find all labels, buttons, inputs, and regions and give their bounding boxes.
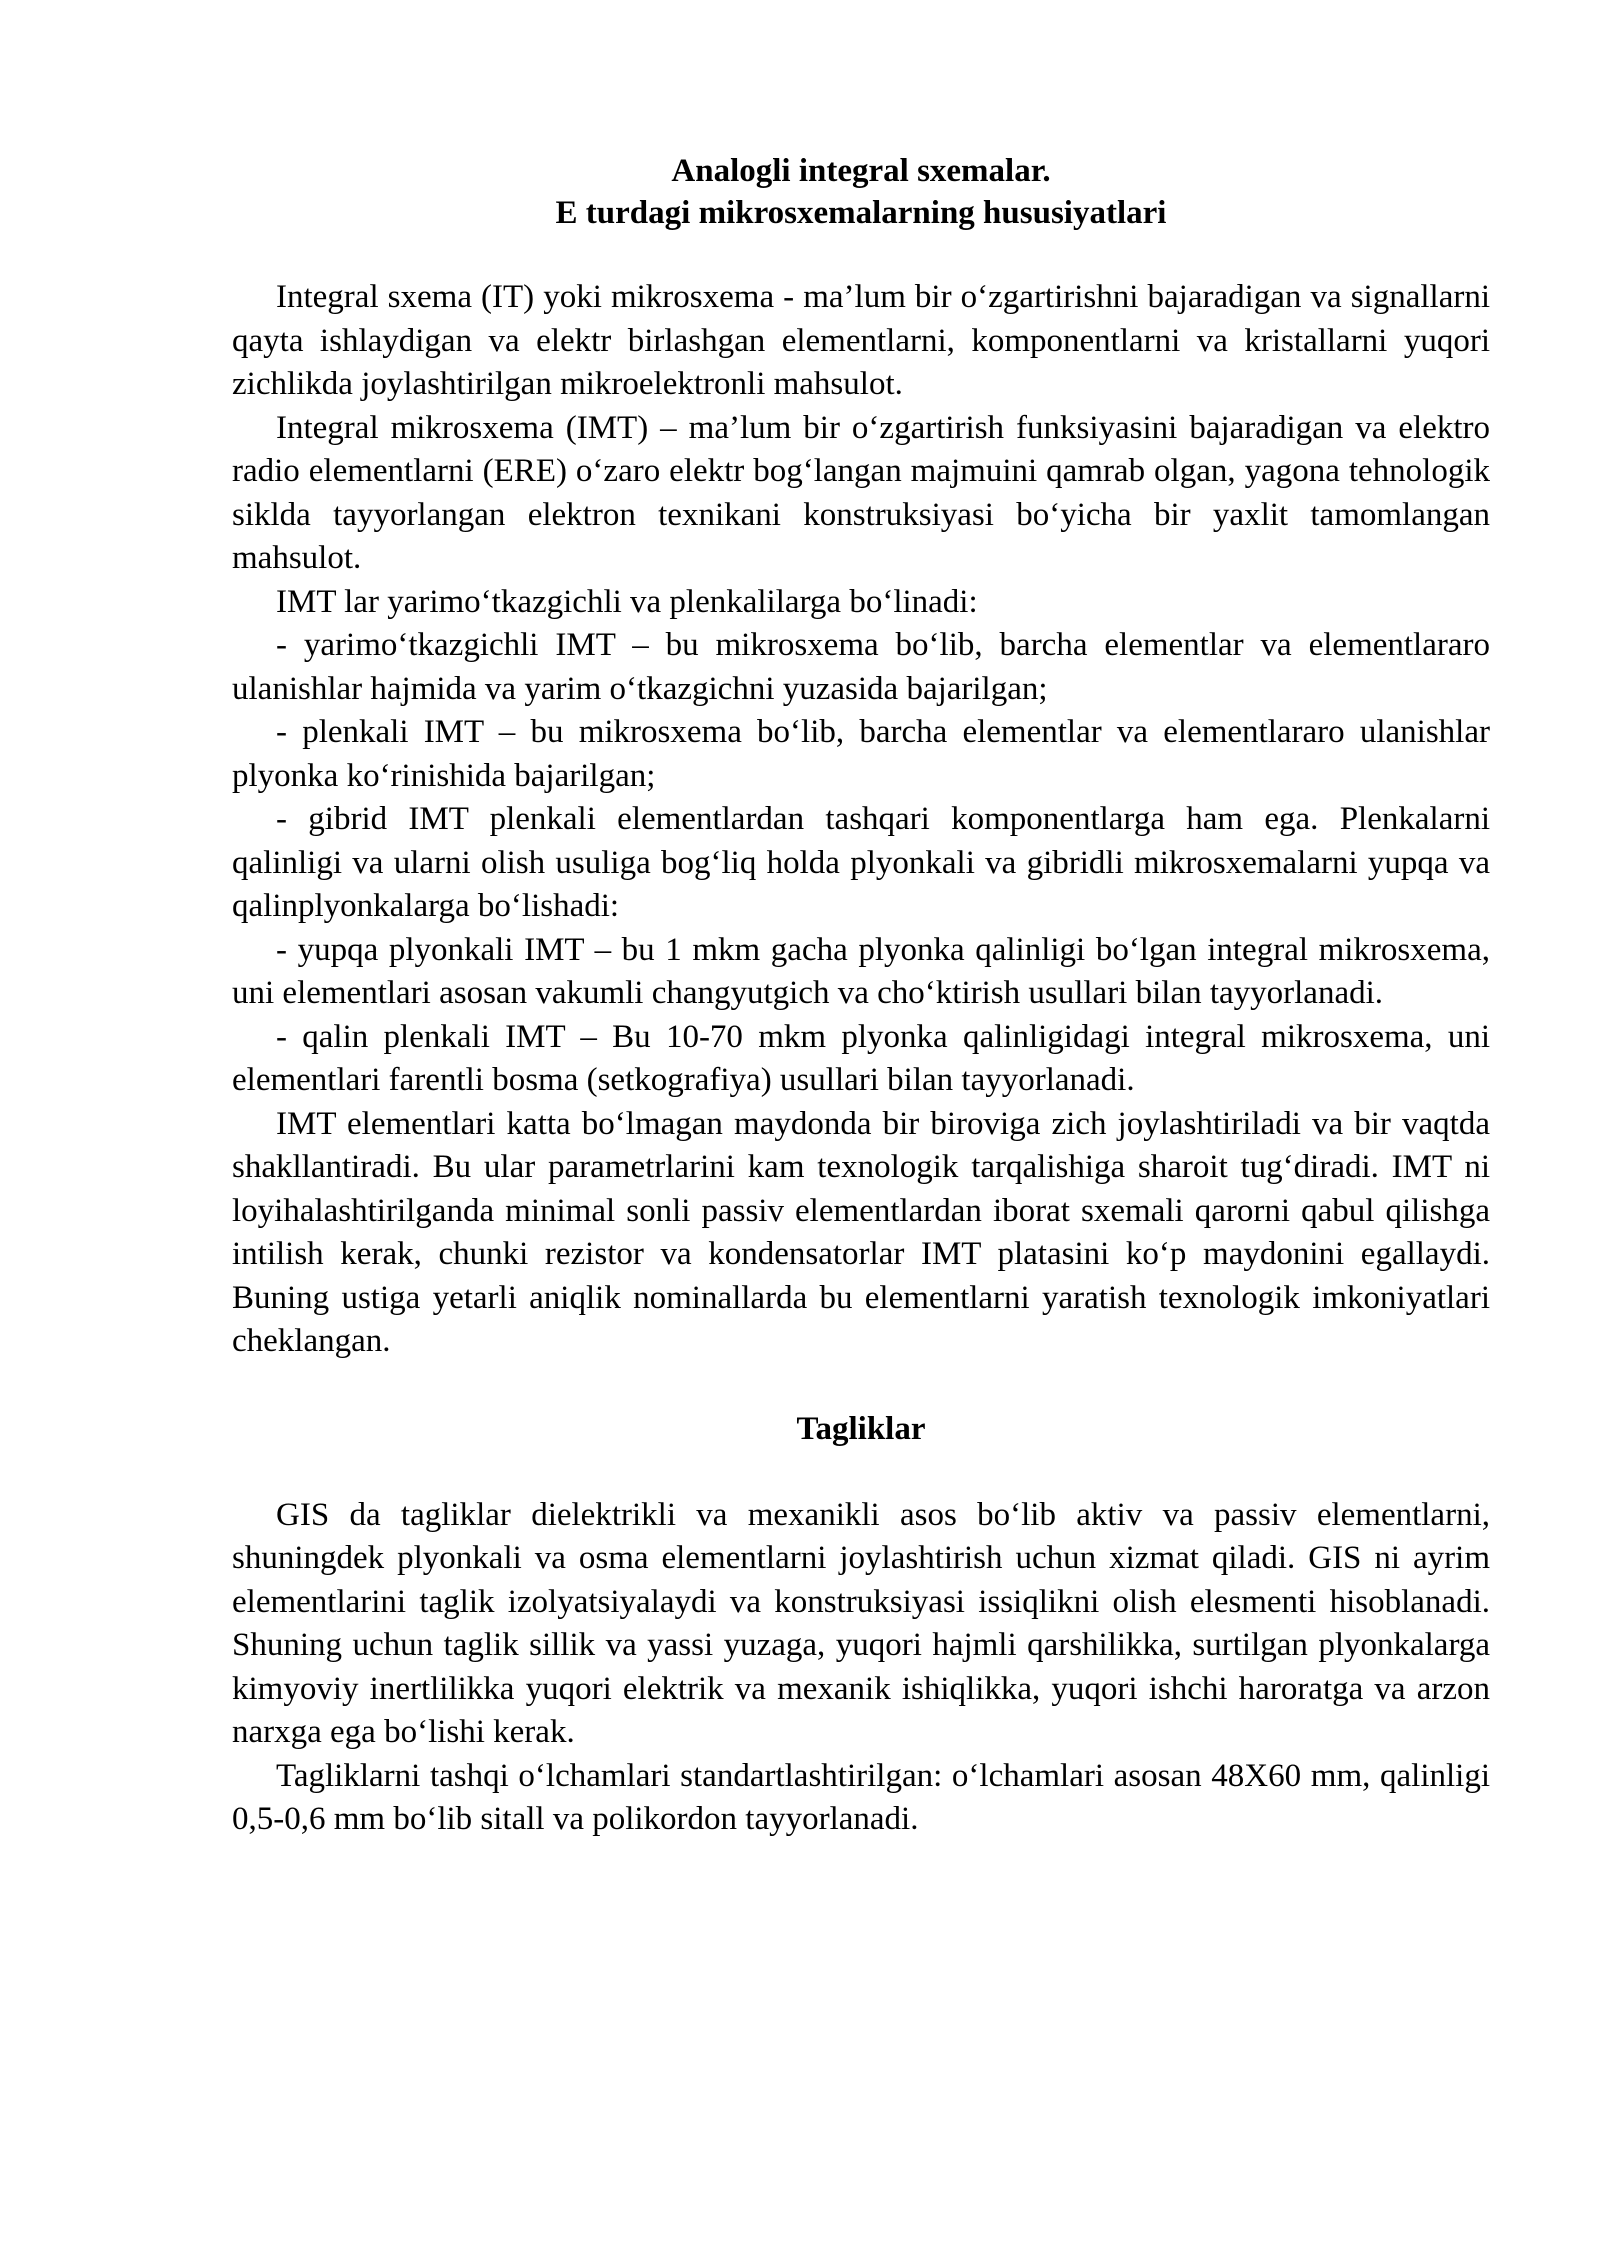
document-title: Analogli integral sxemalar. bbox=[671, 153, 1051, 189]
paragraph: Integral mikrosxema (IMT) – ma’lum bir o‘zgartirish funksiyasini bajaradigan va elektro radio elementlarni (ERE) o‘zaro elektr bog‘langan majmuini qamrab olgan, yagona tehnologik siklda tayyorlangan elektron texnikani konstruksiyasi bo‘yicha bir yaxlit tamomlangan mahsulot. bbox=[232, 409, 1490, 576]
paragraph: IMT elementlari katta bo‘lmagan maydonda bir biroviga zich joylashtiriladi va bir vaqtda shakllantiradi. Bu ular parametrlarini kam texnologik tarqalishiga sharoit tug‘diradi. IMT ni loyihalashtirilganda minimal sonli passiv elementlardan iborat sxemali qarorni qabul qilishga intilish kerak, chunki rezistor va kondensatorlar IMT platasini ko‘p maydonini egallaydi. Buning ustiga yetarli aniqlik nominallarda bu elementlarni yaratish texnologik imkoniyatlari cheklangan. bbox=[232, 1105, 1490, 1359]
paragraph: GIS da tagliklar dielektrikli va mexanikli asos bo‘lib aktiv va passiv elementlarni, shuningdek plyonkali va osma elementlarni joylashtirish uchun xizmat qiladi. GIS ni ayrim elementlarini taglik izolyatsiyalaydi va konstruksiyasi issiqlikni olish elesmenti hisoblanadi. Shuning uchun taglik sillik va yassi yuzaga, yuqori hajmli qarshilikka, surtilgan plyonkalarga kimyoviy inertlilikka yuqori elektrik va mexanik ishiqlikka, yuqori ishchi haroratga va arzon narxga ega bo‘lishi kerak. bbox=[232, 1496, 1490, 1750]
section-intro bbox=[232, 276, 1490, 1364]
list-item: - yarimo‘tkazgichli IMT – bu mikrosxema bo‘lib, barcha elementlar va elementlararo ulanishlar hajmida va yarim o‘tkazgichni yuzasida bajarilgan; bbox=[232, 627, 1490, 707]
section-heading-tagliklar: Tagliklar bbox=[796, 1410, 926, 1447]
document-page bbox=[232, 150, 1490, 1842]
paragraph: IMT lar yarimo‘tkazgichli va plenkalilarga bo‘linadi: bbox=[276, 583, 978, 620]
list-item: - yupqa plyonkali IMT – bu 1 mkm gacha plyonka qalinligi bo‘lgan integral mikrosxema, uni elementlari asosan vakumli changyutgich va cho‘ktirish usullari bilan tayyorlanadi. bbox=[232, 931, 1490, 1011]
document-subtitle: E turdagi mikrosxemalarning hususiyatlari bbox=[555, 195, 1167, 231]
list-item: - qalin plenkali IMT – Bu 10-70 mkm plyonka qalinligidagi integral mikrosxema, uni elementlari farentli bosma (setkografiya) usullari bilan tayyorlanadi. bbox=[232, 1018, 1490, 1098]
title-block bbox=[232, 150, 1490, 234]
list-item: - plenkali IMT – bu mikrosxema bo‘lib, barcha elementlar va elementlararo ulanishlar plyonka ko‘rinishida bajarilgan; bbox=[232, 714, 1490, 794]
paragraph: Tagliklarni tashqi o‘lchamlari standartlashtirilgan: o‘lchamlari asosan 48X60 mm, qalinligi 0,5-0,6 mm bo‘lib sitall va polikordon tayyorlanadi. bbox=[232, 1757, 1490, 1837]
list-item: - gibrid IMT plenkali elementlardan tashqari komponentlarga ham ega. Plenkalarni qalinligi va ularni olish usuliga bog‘liq holda plyonkali va gibridli mikrosxemalarni yupqa va qalinplyonkalarga bo‘lishadi: bbox=[232, 801, 1490, 924]
paragraph: Integral sxema (IT) yoki mikrosxema - ma’lum bir o‘zgartirishni bajaradigan va signallarni qayta ishlaydigan va elektr birlashgan elementlarni, komponentlarni va kristallarni yuqori zichlikda joylashtirilgan mikroelektronli mahsulot. bbox=[232, 279, 1490, 402]
section-tagliklar bbox=[232, 1494, 1490, 1842]
